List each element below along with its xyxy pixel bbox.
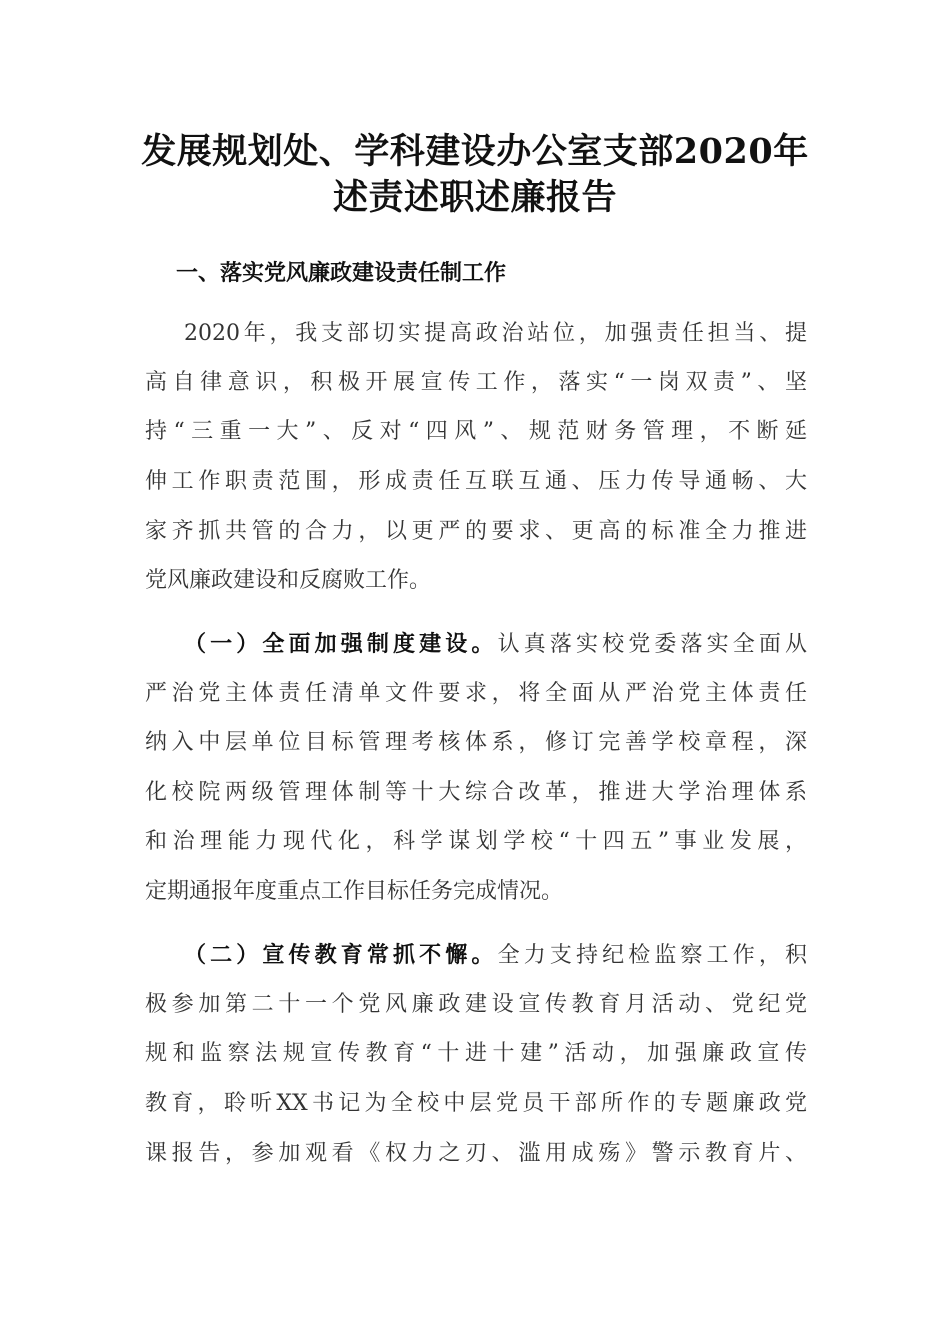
paragraph-line: 党风廉政建设和反腐败工作。 (145, 568, 432, 593)
paragraph-line: 伸工作职责范围，形成责任互联互通、压力传导通畅、大 (145, 469, 807, 494)
document-title-line-1: 发展规划处、学科建设办公室支部2020年 (141, 131, 809, 172)
paragraph-line: 极参加第二十一个党风廉政建设宣传教育月活动、党纪党 (145, 992, 807, 1017)
paragraph-line: 高自律意识，积极开展宣传工作，落实“一岗双责”、坚 (145, 370, 807, 395)
paragraph-line: 持“三重一大”、反对“四风”、规范财务管理，不断延 (145, 419, 807, 444)
paragraph-line: 定期通报年度重点工作目标任务完成情况。 (145, 879, 564, 904)
paragraph-line: 严治党主体责任清单文件要求，将全面从严治党主体责任 (145, 681, 807, 706)
subsection-lead: （一）全面加强制度建设。 (184, 632, 498, 657)
paragraph-text: 认真落实校党委落实全面从 (497, 632, 807, 657)
paragraph-line: 和治理能力现代化，科学谋划学校“十四五”事业发展， (145, 829, 807, 854)
paragraph-line: 2020年，我支部切实提高政治站位，加强责任担当、提 (184, 321, 807, 346)
paragraph-line (184, 625, 807, 665)
paragraph-line: 化校院两级管理体制等十大综合改革，推进大学治理体系 (145, 780, 807, 805)
paragraph-line (184, 936, 807, 976)
paragraph-text: 全力支持纪检监察工作，积 (497, 943, 807, 968)
paragraph-line: 规和监察法规宣传教育“十进十建”活动，加强廉政宣传 (145, 1041, 807, 1066)
paragraph-line: 教育，聆听XX书记为全校中层党员干部所作的专题廉政党 (145, 1091, 807, 1116)
subsection-lead: （二）宣传教育常抓不懈。 (184, 943, 498, 968)
paragraph-line: 家齐抓共管的合力，以更严的要求、更高的标准全力推进 (145, 519, 807, 544)
document-title-line-2: 述责述职述廉报告 (332, 177, 617, 218)
paragraph-line: 课报告，参加观看《权力之刃、滥用成殇》警示教育片、 (145, 1141, 807, 1166)
paragraph-line: 纳入中层单位目标管理考核体系，修订完善学校章程，深 (145, 730, 807, 755)
section-heading: 一、落实党风廉政建设责任制工作 (176, 261, 507, 286)
